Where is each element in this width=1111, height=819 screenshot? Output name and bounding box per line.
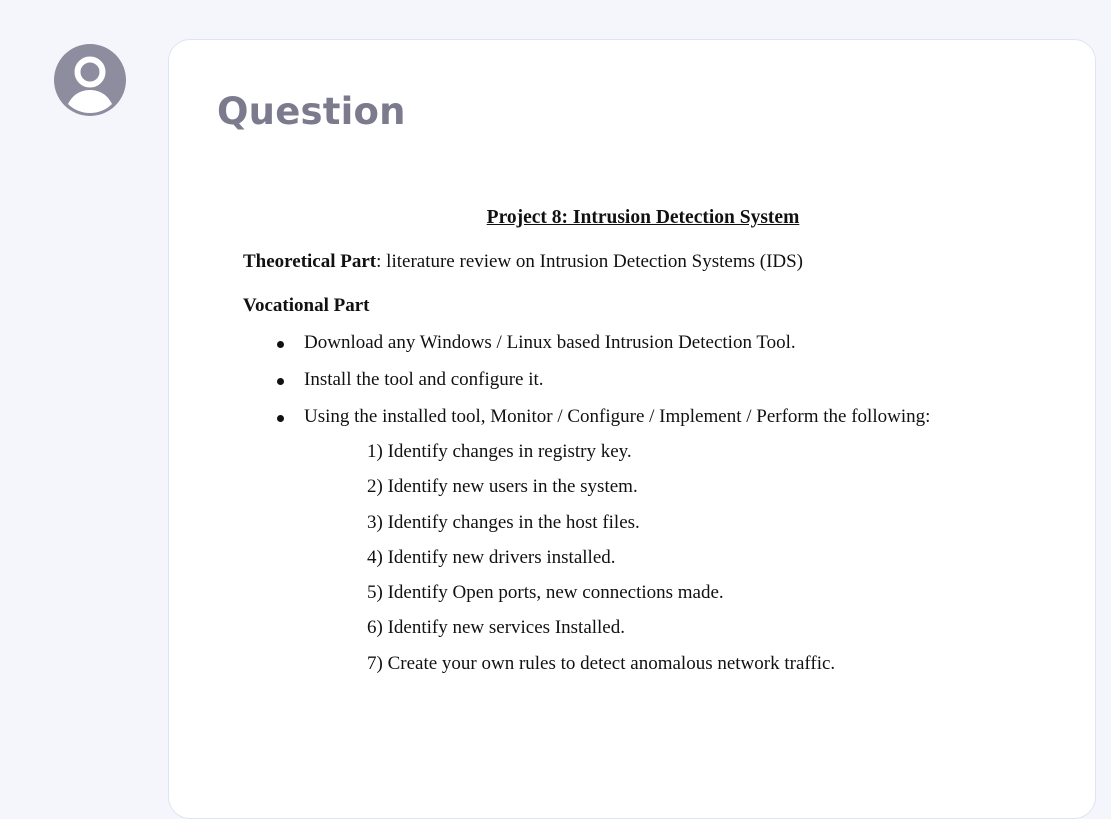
bullet-dot-icon bbox=[277, 415, 284, 422]
numbered-steps-list bbox=[243, 440, 1083, 676]
step-item: 1) Identify changes in registry key. bbox=[367, 441, 632, 462]
step-item: 6) Identify new services Installed. bbox=[367, 617, 625, 639]
question-title: Question bbox=[217, 90, 406, 133]
bullet-text: Download any Windows / Linux based Intrusion Detection Tool. bbox=[304, 332, 796, 353]
bullet-dot-icon bbox=[277, 341, 284, 348]
user-avatar-icon bbox=[54, 44, 126, 116]
bullet-item bbox=[243, 368, 1083, 392]
theoretical-part-label: Theoretical Part bbox=[243, 251, 377, 272]
theoretical-part-text: : literature review on Intrusion Detection Systems (IDS) bbox=[376, 251, 804, 272]
vocational-bullet-list bbox=[243, 331, 1083, 429]
step-item: 3) Identify changes in the host files. bbox=[367, 511, 640, 533]
step-item: 4) Identify new drivers installed. bbox=[367, 546, 616, 568]
bullet-dot-icon bbox=[277, 378, 284, 385]
bullet-item bbox=[243, 331, 1083, 355]
question-document bbox=[243, 206, 1083, 687]
bullet-text: Install the tool and configure it. bbox=[304, 369, 544, 390]
avatar-svg bbox=[54, 44, 126, 116]
theoretical-part bbox=[243, 250, 1083, 274]
bullet-text: Using the installed tool, Monitor / Configure / Implement / Perform the following: bbox=[304, 406, 931, 427]
vocational-part-heading: Vocational Part bbox=[243, 295, 370, 316]
bullet-item bbox=[243, 405, 1083, 429]
document-title: Project 8: Intrusion Detection System bbox=[486, 207, 800, 228]
step-item: 2) Identify new users in the system. bbox=[367, 476, 638, 498]
step-item: 5) Identify Open ports, new connections made. bbox=[367, 582, 724, 604]
step-item: 7) Create your own rules to detect anomalous network traffic. bbox=[367, 652, 836, 674]
question-card bbox=[168, 39, 1096, 819]
